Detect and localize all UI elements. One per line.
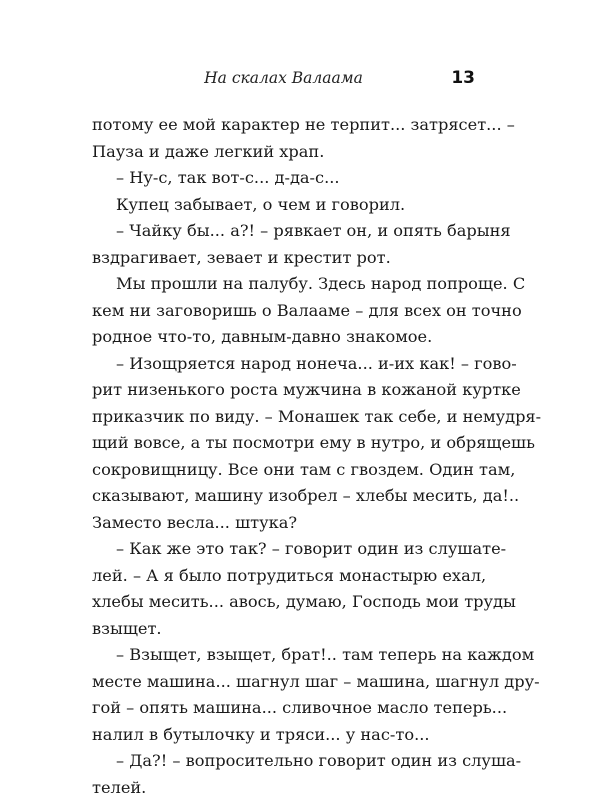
text-line: Мы прошли на палубу. Здесь народ попроще. С — [92, 271, 475, 298]
text-line: Заместо весла... штука? — [92, 510, 475, 537]
text-line: вздрагивает, зевает и крестит рот. — [92, 245, 475, 272]
text-line: родное что-то, давным-давно знакомое. — [92, 324, 475, 351]
page-number: 13 — [451, 64, 475, 92]
text-line: Пауза и даже легкий храп. — [92, 139, 475, 166]
text-line: – Ну-с, так вот-с... д-да-с... — [92, 165, 475, 192]
text-line: лей. – А я было потрудиться монастырю ехал, — [92, 563, 475, 590]
text-line: – Взыщет, взыщет, брат!.. там теперь на каждом — [92, 642, 475, 669]
text-line: сказывают, машину изобрел – хлебы месить, да!.. — [92, 483, 475, 510]
text-line: месте машина... шагнул шаг – машина, шагнул дру- — [92, 669, 475, 696]
text-line: щий вовсе, а ты посмотри ему в нутро, и обрящешь — [92, 430, 475, 457]
text-line: взыщет. — [92, 616, 475, 643]
text-line: рит низенького роста мужчина в кожаной куртке — [92, 377, 475, 404]
text-line: хлебы месить... авось, думаю, Господь мои труды — [92, 589, 475, 616]
text-line: – Да?! – вопросительно говорит один из слуша- — [92, 748, 475, 775]
text-line: Купец забывает, о чем и говорил. — [92, 192, 475, 219]
text-line: налил в бутылочку и тряси... у нас-то... — [92, 722, 475, 749]
running-head — [92, 64, 475, 92]
text-line: приказчик по виду. – Монашек так себе, и немудря- — [92, 404, 475, 431]
running-title: На скалах Валаама — [92, 64, 475, 92]
text-line: – Чайку бы... а?! – рявкает он, и опять барыня — [92, 218, 475, 245]
text-line: телей. — [92, 775, 475, 801]
text-line: – Как же это так? – говорит один из слушате- — [92, 536, 475, 563]
text-line: сокровищницу. Все они там с гвоздем. Один там, — [92, 457, 475, 484]
text-line: потому ее мой карактер не терпит... затрясет... – — [92, 112, 475, 139]
text-line: кем ни заговоришь о Валааме – для всех он точно — [92, 298, 475, 325]
body-text — [92, 112, 475, 712]
text-line: – Изощряется народ нонеча... и-их как! – гово- — [92, 351, 475, 378]
text-line: гой – опять машина... сливочное масло теперь... — [92, 695, 475, 722]
